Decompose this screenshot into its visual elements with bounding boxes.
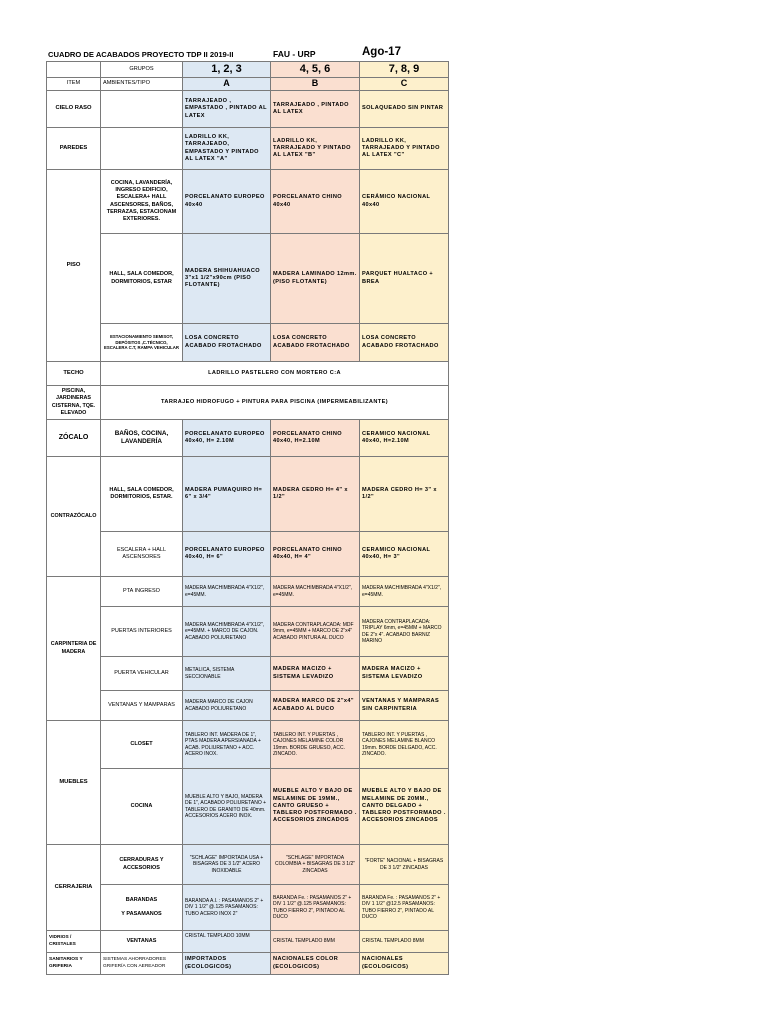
type-c-letter: C [360, 78, 449, 91]
vidrios-c: CRISTAL TEMPLADO 8MM [360, 931, 449, 953]
contrazocalo-r1-a: MADERA PUMAQUIRO H= 6" x 3/4" [183, 457, 271, 532]
carpinteria-r1-c: MADERA MACHIMBRADA 4"X1/2", e=45MM. [360, 577, 449, 607]
cerrajeria-r2-ambientes [101, 885, 183, 931]
muebles-r1-b: TABLERO INT. Y PUERTAS , CAJONES MELAMINE COLOR 19mm. BORDE GRUESO, ACC. ZINCADO. [271, 721, 360, 769]
muebles-r1-ambientes: CLOSET [101, 721, 183, 769]
cerrajeria-r1-b: "SCHLAGE" IMPORTADA COLOMBIA + BISAGRAS DE 3 1/2" ZINCADAS [271, 845, 360, 885]
muebles-r1-c: TABLERO INT. Y PUERTAS , CAJONES MELAMINE BLANCO 19mm. BORDE DELGADO, ACC. ZINCADO. [360, 721, 449, 769]
carpinteria-r2-ambientes: PUERTAS INTERIORES [101, 607, 183, 657]
contrazocalo-row-1 [47, 457, 449, 532]
paredes-row [47, 128, 449, 170]
zocalo-ambientes: BAÑOS, COCINA, LAVANDERÍA [101, 420, 183, 457]
pasamanos-label: Y PASAMANOS [121, 910, 162, 917]
type-b-letter: B [271, 78, 360, 91]
date-label: Ago-17 [362, 46, 401, 58]
groups-row [47, 62, 449, 78]
carpinteria-r4-c: VENTANAS Y MAMPARAS SIN CARPINTERIA [360, 691, 449, 721]
type-a-letter: A [183, 78, 271, 91]
piso-r3-a: LOSA CONCRETO ACABADO FROTACHADO [183, 324, 271, 362]
group-c-number: 7, 8, 9 [360, 62, 449, 78]
vidrios-label: VIDRIOS / CRISTALES [47, 931, 101, 953]
zocalo-b: PORCELANATO CHINO 40x40, H=2.10M [271, 420, 360, 457]
empty-cell [101, 91, 183, 128]
carpinteria-row-2 [47, 607, 449, 657]
vidrios-a: CRISTAL TEMPLADO 10MM [183, 931, 271, 953]
cerrajeria-r2-b: BARANDA Fe. : PASAMANOS 2" + DIV 1 1/2" @.125 PASAMANOS: TUBO FIERRO 2", PINTADO AL DUCO [271, 885, 360, 931]
contrazocalo-r2-ambientes: ESCALERA + HALL ASCENSORES [101, 532, 183, 577]
piso-r2-b: MADERA LAMINADO 12mm. (PISO FLOTANTE) [271, 234, 360, 324]
zocalo-c: CERAMICO NACIONAL 40x40, H=2.10M [360, 420, 449, 457]
carpinteria-label: CARPINTERIA DE MADERA [47, 577, 101, 721]
contrazocalo-r2-b: PORCELANATO CHINO 40x40, H= 4" [271, 532, 360, 577]
finishes-table [46, 61, 449, 975]
cerrajeria-label: CERRAJERIA [47, 845, 101, 931]
cielo-raso-a: TARRAJEADO , EMPASTADO , PINTADO AL LATEX [183, 91, 271, 128]
piso-r2-ambientes: HALL, SALA COMEDOR, DORMITORIOS, ESTAR [101, 234, 183, 324]
vidrios-ambientes: VENTANAS [101, 931, 183, 953]
carpinteria-r4-b: MADERA MARCO DE 2"x4" ACABADO AL DUCO [271, 691, 360, 721]
paredes-label: PAREDES [47, 128, 101, 170]
carpinteria-r4-ambientes: VENTANAS Y MAMPARAS [101, 691, 183, 721]
piso-row-3 [47, 324, 449, 362]
piso-r3-c: LOSA CONCRETO ACABADO FROTACHADO [360, 324, 449, 362]
sanitarios-label: SANITARIOS Y GRIFERIA [47, 953, 101, 975]
group-b-number: 4, 5, 6 [271, 62, 360, 78]
cerrajeria-row-2 [47, 885, 449, 931]
paredes-b: LADRILLO KK, TARRAJEADO Y PINTADO AL LATEX "B" [271, 128, 360, 170]
empty-cell [101, 128, 183, 170]
sanitarios-b: NACIONALES COLOR (ECOLOGICOS) [271, 953, 360, 975]
cielo-raso-c: SOLAQUEADO SIN PINTAR [360, 91, 449, 128]
piso-r3-ambientes: ESTACIONAMIENTO SEMISOT, DEPÓSITOS ,C.TÉCNICO, ESCALERA C.T, RAMPA VEHICULAR [101, 324, 183, 362]
piso-r1-a: PORCELANATO EUROPEO 40x40 [183, 170, 271, 234]
muebles-row-2 [47, 769, 449, 845]
muebles-label: MUEBLES [47, 721, 101, 845]
techo-value: LADRILLO PASTELERO CON MORTERO C:A [101, 362, 449, 386]
groups-label: GRUPOS [101, 62, 183, 78]
zocalo-a: PORCELANATO EUROPEO 40x40, H= 2.10M [183, 420, 271, 457]
sanitarios-row [47, 953, 449, 975]
jardineras-label: PISCINA, JARDINERAS CISTERNA, TQE. ELEVADO [47, 386, 101, 420]
jardineras-value: TARRAJEO HIDROFUGO + PINTURA PARA PISCINA (IMPERMEABILIZANTE) [101, 386, 449, 420]
carpinteria-row-3 [47, 657, 449, 691]
cerrajeria-r2-c: BARANDA Fe. : PASAMANOS 2" + DIV 1 1/2" @12.5 PASAMANOS: TUBO FIERRO 2", PINTADO AL DUCO [360, 885, 449, 931]
carpinteria-r2-c: MADERA CONTRAPLACADA: TRIPLAY 6mm, e=45MM + MARCO DE 2"x 4". ACABADO BARNIZ MARINO [360, 607, 449, 657]
contrazocalo-r1-c: MADERA CEDRO H= 3" x 1/2" [360, 457, 449, 532]
empty-cell [47, 62, 101, 78]
carpinteria-r3-c: MADERA MACIZO + SISTEMA LEVADIZO [360, 657, 449, 691]
zocalo-row [47, 420, 449, 457]
piso-r1-b: PORCELANATO CHINO 40x40 [271, 170, 360, 234]
muebles-row-1 [47, 721, 449, 769]
document-title: CUADRO DE ACABADOS PROYECTO TDP II 2019-II [48, 50, 234, 59]
ambientes-label: AMBIENTES/TIPO [101, 78, 183, 91]
carpinteria-row-4 [47, 691, 449, 721]
carpinteria-r2-b: MADERA CONTRAPLACADA: MDF 9mm, e=45MM + MARCO DE 2"x4" ACABADO PINTURA AL DUCO [271, 607, 360, 657]
muebles-r2-b: MUEBLE ALTO Y BAJO DE MELAMINE DE 19MM., CANTO GRUESO + TABLERO POSTFORMADO . ACCESORIOS ZINCADOS [271, 769, 360, 845]
cielo-raso-label: CIELO RASO [47, 91, 101, 128]
carpinteria-r1-a: MADERA MACHIMBRADA 4"X1/2", e=45MM. [183, 577, 271, 607]
sanitarios-a: IMPORTADOS (ECOLOGICOS) [183, 953, 271, 975]
item-label: ITEM [47, 78, 101, 91]
piso-r1-ambientes: COCINA, LAVANDERÍA, INGRESO EDIFICIO, ESCALERA+ HALL ASCENSORES, BAÑOS, TERRAZAS, ESTACIONAM EXTERIORES. [101, 170, 183, 234]
muebles-r2-c: MUEBLE ALTO Y BAJO DE MELAMINE DE 20MM., CANTO DELGADO + TABLERO POSTFORMADO . ACCESORIOS ZINCADOS [360, 769, 449, 845]
sanitarios-c: NACIONALES (ECOLOGICOS) [360, 953, 449, 975]
piso-r3-b: LOSA CONCRETO ACABADO FROTACHADO [271, 324, 360, 362]
type-row [47, 78, 449, 91]
cerrajeria-r2-a: BARANDA A.I. : PASAMANOS 2" + DIV 1 1/2" @.125 PASAMANOS: TUBO ACERO INOX 2" [183, 885, 271, 931]
paredes-c: LADRILLO KK, TARRAJEADO Y PINTADO AL LATEX "C" [360, 128, 449, 170]
contrazocalo-r2-c: CERAMICO NACIONAL 40x40, H= 3" [360, 532, 449, 577]
piso-r2-c: PARQUET HUALTACO + BREA [360, 234, 449, 324]
muebles-r1-a: TABLERO INT. MADERA DE 1", PTAS MADERA APERSIANADA + ACAB. POLIURETANO + ACC. ACERO INOX. [183, 721, 271, 769]
sanitarios-ambientes: SISTEMAS AHORRADORES GRIFERÍA CON AEREADOR [101, 953, 183, 975]
piso-r2-a: MADERA SHIHUAHUACO 3"x1 1/2"x90cm (PISO FLOTANTE) [183, 234, 271, 324]
carpinteria-r3-b: MADERA MACIZO + SISTEMA LEVADIZO [271, 657, 360, 691]
carpinteria-r1-b: MADERA MACHIMBRADA 4"X1/2", e=45MM. [271, 577, 360, 607]
jardineras-row [47, 386, 449, 420]
contrazocalo-r2-a: PORCELANATO EUROPEO 40x40, H= 6" [183, 532, 271, 577]
piso-r1-c: CERÁMICO NACIONAL 40x40 [360, 170, 449, 234]
cerrajeria-row-1 [47, 845, 449, 885]
contrazocalo-r1-ambientes: HALL, SALA COMEDOR, DORMITORIOS, ESTAR. [101, 457, 183, 532]
carpinteria-r4-a: MADERA MARCO DE CAJON ACABADO POLIURETANO [183, 691, 271, 721]
vidrios-row [47, 931, 449, 953]
carpinteria-r3-a: METALICA, SISTEMA SECCIONABLE [183, 657, 271, 691]
vidrios-b: CRISTAL TEMPLADO 8MM [271, 931, 360, 953]
group-a-number: 1, 2, 3 [183, 62, 271, 78]
carpinteria-r2-a: MADERA MACHIMBRADA 4"X1/2", e=45MM. + MARCO DE CAJON. ACABADO POLIURETANO [183, 607, 271, 657]
paredes-a: LADRILLO KK, TARRAJEADO, EMPASTADO Y PINTADO AL LATEX "A" [183, 128, 271, 170]
cerrajeria-r1-c: "FORTE" NACIONAL + BISAGRAS DE 3 1/2" ZINCADAS [360, 845, 449, 885]
piso-row-2 [47, 234, 449, 324]
carpinteria-r3-ambientes: PUERTA VEHICULAR [101, 657, 183, 691]
piso-row-1 [47, 170, 449, 234]
cerrajeria-r1-a: "SCHLAGE" IMPORTADA USA + BISAGRAS DE 3 1/2" ACERO INOXIDABLE [183, 845, 271, 885]
muebles-r2-a: MUEBLE ALTO Y BAJO, MADERA DE 1", ACABADO POLIURETANO + TABLERO DE GRANITO DE 40mm. ACCESORIOS ACERO INOX. [183, 769, 271, 845]
techo-row [47, 362, 449, 386]
muebles-r2-ambientes: COCINA [101, 769, 183, 845]
cielo-raso-b: TARRAJEADO , PINTADO AL LATEX [271, 91, 360, 128]
cielo-raso-row [47, 91, 449, 128]
carpinteria-r1-ambientes: PTA INGRESO [101, 577, 183, 607]
cerrajeria-r1-ambientes: CERRADURAS Y ACCESORIOS [101, 845, 183, 885]
zocalo-label: ZÓCALO [47, 420, 101, 457]
contrazocalo-row-2 [47, 532, 449, 577]
barandas-label: BARANDAS [125, 897, 158, 904]
piso-label: PISO [47, 170, 101, 362]
contrazocalo-r1-b: MADERA CEDRO H= 4" x 1/2" [271, 457, 360, 532]
contrazocalo-label: CONTRAZÓCALO [47, 457, 101, 577]
carpinteria-row-1 [47, 577, 449, 607]
techo-label: TECHO [47, 362, 101, 386]
institution-label: FAU - URP [273, 49, 316, 59]
